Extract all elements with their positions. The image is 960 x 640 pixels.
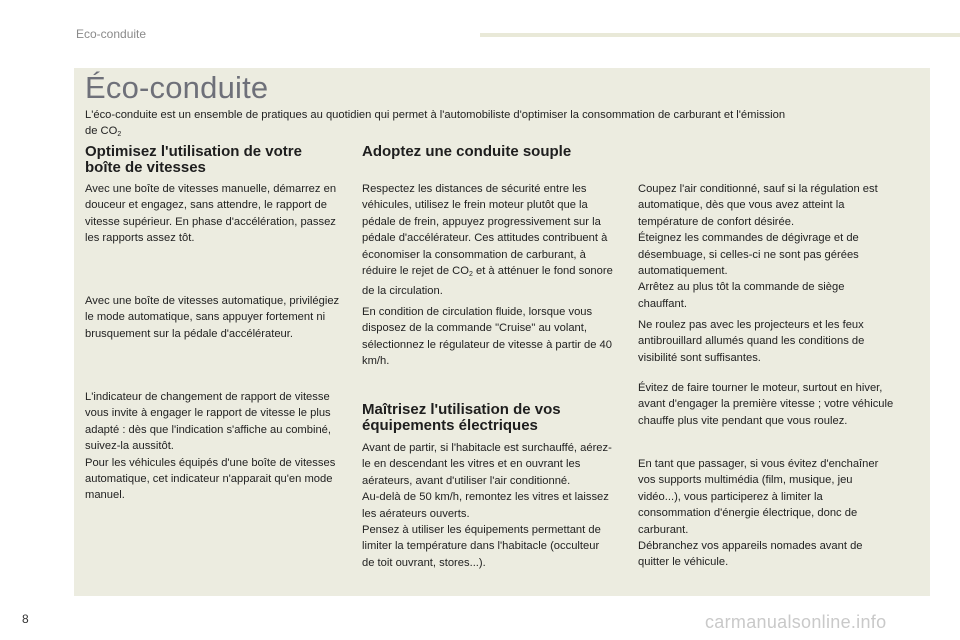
- paragraph-ventilation: [362, 440, 614, 571]
- paragraph-ventilation-b: Au-delà de 50 km/h, remontez les vitres et laissez les aérateurs ouverts.: [362, 491, 609, 520]
- header-rule: [480, 33, 960, 37]
- section-heading-smooth-driving: [362, 144, 614, 160]
- paragraph-multimedia: [638, 456, 894, 571]
- watermark: carmanualsonline.info: [705, 612, 887, 632]
- page-title: Éco-conduite: [85, 70, 269, 105]
- intro-paragraph: [85, 107, 885, 143]
- heading-gearbox-line2: boîte de vitesses: [85, 159, 206, 176]
- intro-text-end: de CO: [85, 125, 118, 137]
- running-header-title: Eco-conduite: [76, 27, 147, 41]
- paragraph-safe-distance-b: et à atténuer le fond sonore de la circulation.: [362, 265, 613, 298]
- section-heading-electrical: [362, 402, 614, 434]
- heading-electrical-line1: Maîtrisez l'utilisation de vos: [362, 401, 561, 418]
- paragraph-engine-idle: Évitez de faire tourner le moteur, surtout en hiver, avant d'engager la première vitesse ; votre véhicule chauffe plus vite pendant que vous roulez.: [638, 382, 894, 427]
- paragraph-ventilation-a: Avant de partir, si l'habitacle est surchauffé, aérez-le en descendant les vitres et en ouvrant les aérateurs, avant d'utiliser l'air conditionné.: [362, 442, 612, 487]
- heading-gearbox-line1: Optimisez l'utilisation de votre: [85, 143, 302, 160]
- page-number: 8: [22, 612, 29, 626]
- paragraph-safe-distance-a: Respectez les distances de sécurité entre les véhicules, utilisez le frein moteur plutôt que la pédale de frein, appuyez progressivement sur la pédale d'accélérateur. Ces attitudes contribuent à économiser la consommation de carburant, à réduire le rejet de CO: [362, 183, 608, 278]
- paragraph-air-conditioning-b: Éteignez les commandes de dégivrage et de désembuage, si celles-ci ne sont pas gérées automatiquement.: [638, 232, 859, 278]
- paragraph-manual-gearbox: Avec une boîte de vitesses manuelle, démarrez en douceur et engagez, sans attendre, le rapport de vitesse supérieur. En phase d'accélération, passez les rapports assez tôt.: [85, 183, 337, 245]
- paragraph-safe-distance: [362, 181, 614, 300]
- paragraph-air-conditioning: [638, 181, 894, 312]
- paragraph-gear-indicator-a: L'indicateur de changement de rapport de vitesse vous invite à engager le rapport de vitesse le plus adapté : dès que l'indication s'affiche au combiné, suivez-la aussitôt.: [85, 391, 332, 453]
- paragraph-ventilation-c: Pensez à utiliser les équipements permettant de limiter la température dans l'habitacle (occulteur de toit ouvrant, stores...).: [362, 524, 601, 569]
- co2-subscript: 2: [468, 271, 473, 279]
- intro-text: L'éco-conduite est un ensemble de pratiques au quotidien qui permet à l'automobiliste d'optimiser la consommation de carburant et l'émission: [85, 109, 786, 121]
- paragraph-multimedia-b: Débranchez vos appareils nomades avant de quitter le véhicule.: [638, 540, 863, 569]
- paragraph-air-conditioning-c: Arrêtez au plus tôt la commande de siège chauffant.: [638, 281, 845, 310]
- heading-smooth-driving: Adoptez une conduite souple: [362, 143, 572, 160]
- paragraph-multimedia-a: En tant que passager, si vous évitez d'enchaîner vos supports multimédia (film, musique, jeu vidéo...), vous participerez à limiter la consommation d'énergie électrique, donc de carburant.: [638, 458, 879, 536]
- paragraph-headlights: Ne roulez pas avec les projecteurs et les feux antibrouillard allumés quand les conditions de visibilité sont suffisantes.: [638, 319, 865, 364]
- paragraph-gear-indicator: [85, 389, 347, 504]
- paragraph-automatic-gearbox: Avec une boîte de vitesses automatique, privilégiez le mode automatique, sans appuyer fortement ni brusquement sur la pédale d'accélérateur.: [85, 295, 340, 340]
- intro-subscript: 2: [117, 131, 122, 138]
- paragraph-air-conditioning-a: Coupez l'air conditionné, sauf si la régulation est automatique, dès que vous avez atteint la température de confort désirée.: [638, 183, 878, 228]
- heading-electrical-line2: équipements électriques: [362, 417, 538, 434]
- paragraph-cruise-control: En condition de circulation fluide, lorsque vous disposez de la commande "Cruise" au volant, sélectionnez le régulateur de vitesse à partir de 40 km/h.: [362, 306, 613, 368]
- section-heading-gearbox: [85, 144, 347, 176]
- paragraph-gear-indicator-b: Pour les véhicules équipés d'une boîte de vitesses automatique, cet indicateur n'apparait qu'en mode manuel.: [85, 456, 336, 502]
